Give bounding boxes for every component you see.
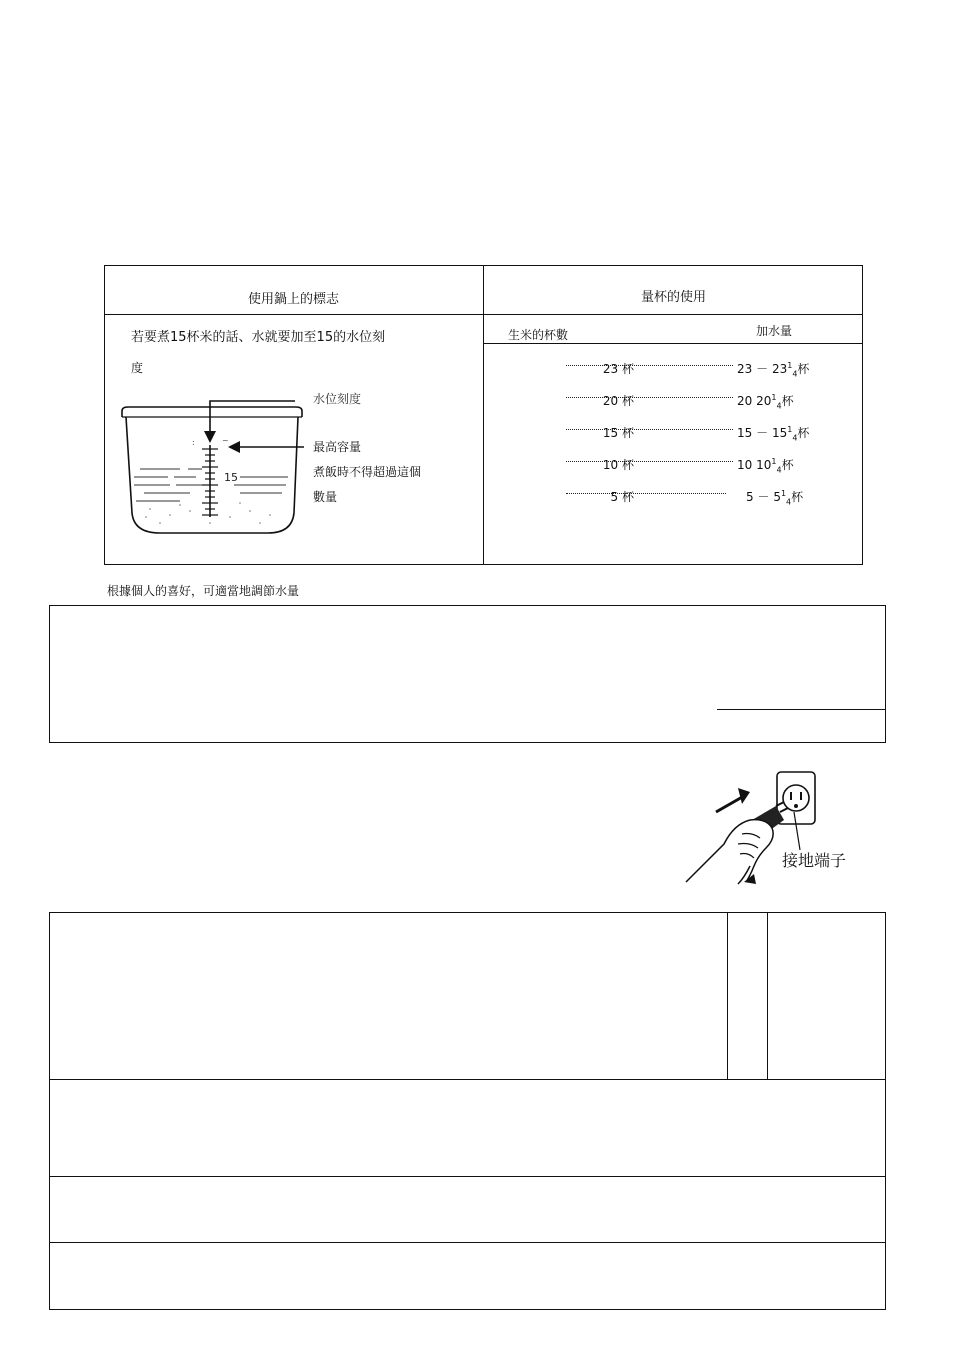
label-water-level: 水位刻度: [313, 392, 362, 406]
label-no-exceed-2: 數量: [313, 490, 338, 504]
label-no-exceed-1: 煮飯時不得超過這個: [313, 465, 422, 479]
bottom-table-col-1: [727, 912, 728, 1080]
bottom-table-row-1: [49, 1079, 886, 1080]
left-header: 使用鍋上的標志: [247, 292, 339, 307]
ground-terminal-label: 接地端子: [782, 851, 847, 870]
instruction-line1: 若要煮15杯米的話、水就要加至15的水位刻: [131, 330, 386, 345]
col-rice-cups: 生米的杯數: [508, 328, 569, 342]
notice-box: [49, 605, 886, 743]
right-subheader-rule: [484, 343, 863, 344]
col-water-amount: 加水量: [756, 324, 793, 338]
instruction-line2: 度: [131, 361, 144, 375]
table-header-rule: [104, 314, 863, 315]
right-header: 量杯的使用: [640, 290, 706, 305]
bottom-table-col-2: [767, 912, 768, 1080]
amount-row: 5 杯 $5 - 5^1_4$杯: [0, 488, 954, 506]
scale-mark-15: 15: [224, 471, 238, 484]
svg-text:~: ~: [222, 436, 229, 445]
notice-box-rule: [717, 709, 886, 710]
amount-row: 20 杯 20 $20^1_4$杯: [0, 392, 954, 410]
amount-row: 15 杯 $15 - 15^1_4$杯: [0, 424, 954, 442]
bottom-table-row-2: [49, 1176, 886, 1177]
amount-row: 10 杯 10 $10^1_4$杯: [0, 456, 954, 474]
bottom-table: [49, 912, 886, 1310]
amount-row: 23 杯 $23 - 23^1_4$杯: [0, 360, 954, 378]
table-divider: [483, 265, 484, 565]
bottom-table-row-3: [49, 1242, 886, 1243]
adjust-water-note: 根據個人的喜好，可適當地調節水量: [107, 584, 300, 598]
label-max-capacity: 最高容量: [313, 440, 362, 454]
svg-text::: :: [192, 438, 195, 447]
